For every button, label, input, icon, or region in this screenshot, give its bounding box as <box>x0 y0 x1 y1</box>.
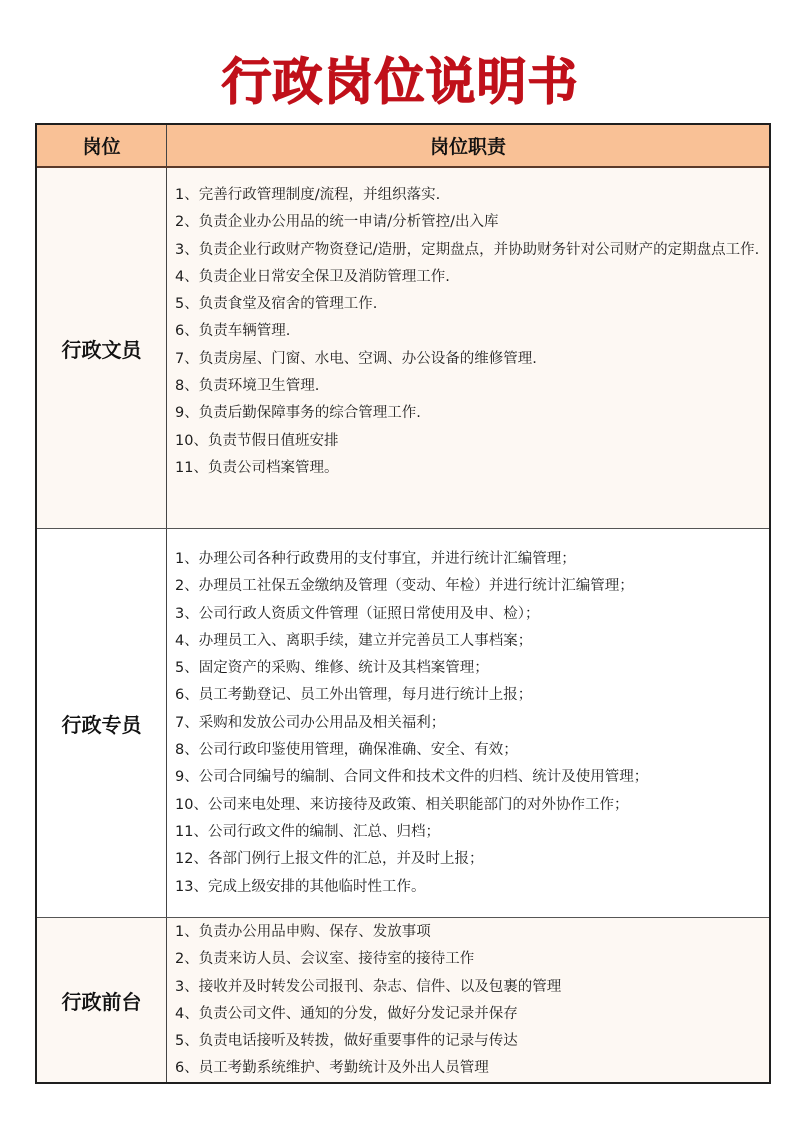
table-row-reception <box>37 918 769 1082</box>
duty-item: 6、负责车辆管理. <box>175 323 291 340</box>
duty-item: 1、办理公司各种行政费用的支付事宜，并进行统计汇编管理； <box>175 551 576 567</box>
duties-cell <box>167 529 769 917</box>
job-description-table <box>35 123 771 1084</box>
duty-item: 3、负责企业行政财产物资登记/造册，定期盘点，并协助财务针对公司财产的定期盘点工作. <box>175 241 760 258</box>
duty-item: 2、办理员工社保五金缴纳及管理（变动、年检）并进行统计汇编管理； <box>175 578 634 595</box>
duties-cell <box>167 918 769 1082</box>
duty-item: 2、负责来访人员、会议室、接待室的接待工作 <box>175 951 475 968</box>
duty-item: 5、负责食堂及宿舍的管理工作. <box>175 296 378 313</box>
position-label: 行政文员 <box>37 168 167 528</box>
duty-item: 11、负责公司档案管理。 <box>175 459 339 476</box>
header-duties: 岗位职责 <box>429 136 506 158</box>
duty-item: 10、公司来电处理、来访接待及政策、相关职能部门的对外协作工作； <box>175 796 629 813</box>
position-label: 行政专员 <box>37 529 167 917</box>
duty-item: 11、公司行政文件的编制、汇总、归档； <box>175 823 440 840</box>
table-row-clerk <box>37 168 769 529</box>
duty-item: 1、完善行政管理制度/流程，并组织落实. <box>175 187 441 203</box>
duty-item: 13、完成上级安排的其他临时性工作。 <box>175 878 426 895</box>
duty-item: 4、负责企业日常安全保卫及消防管理工作. <box>175 268 450 285</box>
document-title: 行政岗位说明书 <box>221 53 579 111</box>
duty-item: 10、负责节假日值班安排 <box>175 432 339 449</box>
duty-item: 7、负责房屋、门窗、水电、空调、办公设备的维修管理. <box>175 350 537 367</box>
duties-cell <box>167 168 769 528</box>
table-header-row <box>37 125 769 168</box>
duty-item: 8、公司行政印鉴使用管理，确保准确、安全、有效； <box>175 742 518 759</box>
duty-item: 6、员工考勤系统维护、考勤统计及外出人员管理 <box>175 1060 489 1077</box>
duty-item: 9、公司合同编号的编制、合同文件和技术文件的归档、统计及使用管理； <box>175 769 649 786</box>
duty-item: 7、采购和发放公司办公用品及相关福利； <box>175 714 446 731</box>
table-row-specialist <box>37 529 769 918</box>
duty-item: 4、负责公司文件、通知的分发，做好分发记录并保存 <box>175 1005 518 1022</box>
header-position: 岗位 <box>37 125 167 166</box>
duty-list <box>175 546 763 901</box>
duty-item: 8、负责环境卫生管理. <box>175 378 320 395</box>
duty-list <box>175 182 763 482</box>
duty-item: 12、各部门例行上报文件的汇总，并及时上报； <box>175 851 484 868</box>
duty-item: 5、固定资产的采购、维修、统计及其档案管理； <box>175 660 489 677</box>
position-label: 行政前台 <box>37 918 167 1082</box>
duty-item: 3、接收并及时转发公司报刊、杂志、信件、以及包裹的管理 <box>175 978 562 995</box>
duty-list <box>175 919 763 1083</box>
duty-item: 1、负责办公用品申购、保存、发放事项 <box>175 924 431 940</box>
duty-item: 2、负责企业办公用品的统一申请/分析管控/出入库 <box>175 214 499 231</box>
duty-item: 3、公司行政人资质文件管理（证照日常使用及申、检）； <box>175 605 540 622</box>
duty-item: 9、负责后勤保障事务的综合管理工作. <box>175 405 421 422</box>
duty-item: 4、办理员工入、离职手续，建立并完善员工人事档案； <box>175 632 533 649</box>
duty-item: 5、负责电话接听及转拨，做好重要事件的记录与传达 <box>175 1033 518 1050</box>
duty-item: 6、员工考勤登记、员工外出管理，每月进行统计上报； <box>175 687 533 704</box>
